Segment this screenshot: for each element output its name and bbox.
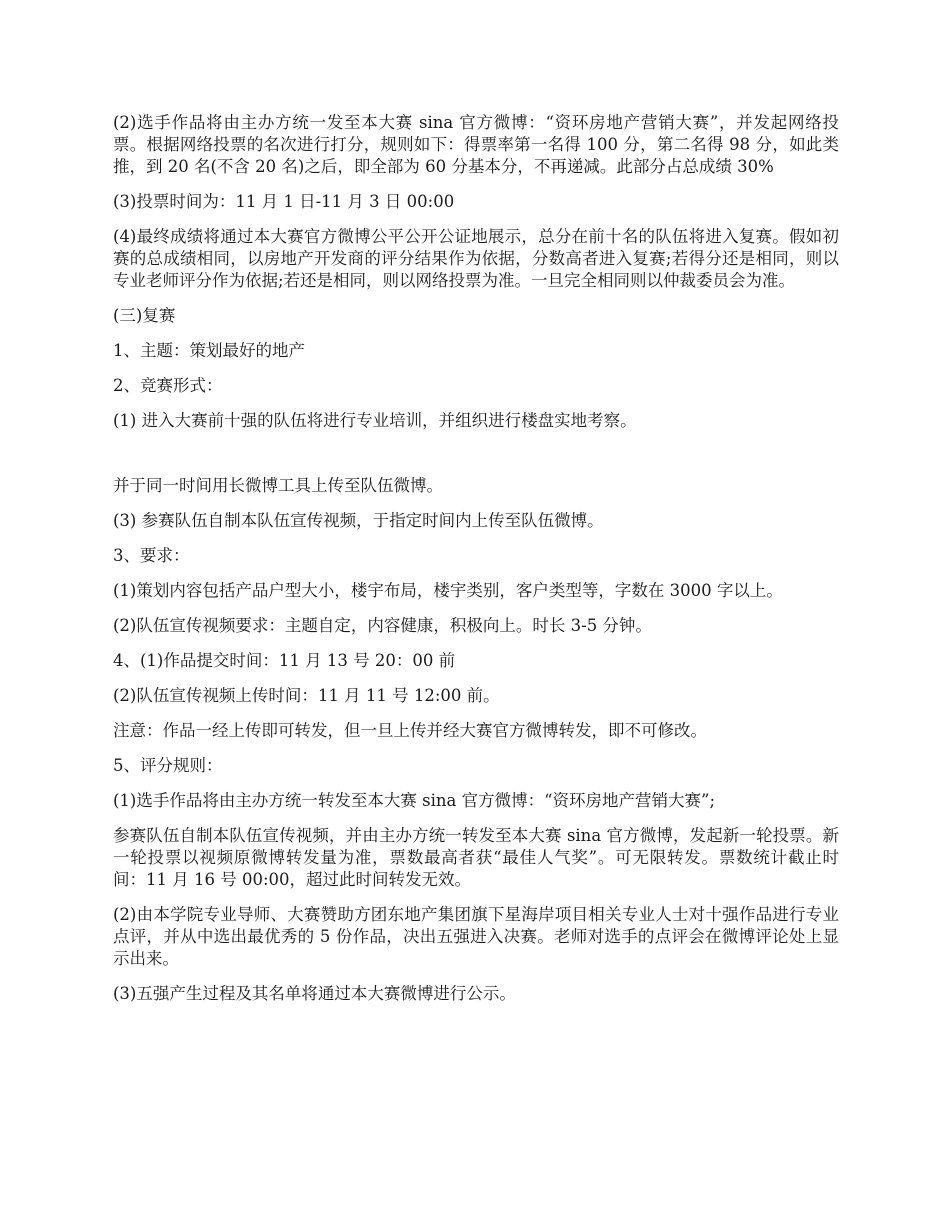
paragraph-notice: 注意：作品一经上传即可转发，但一旦上传并经大赛官方微博转发，即不可修改。	[113, 721, 707, 740]
paragraph-publicity: (3)五强产生过程及其名单将通过本大赛微博进行公示。	[113, 984, 516, 1003]
paragraph-voting-time: (3)投票时间为：11 月 1 日-11 月 3 日 00:00	[113, 192, 455, 211]
paragraph-expert-review: (2)由本学院专业导师、大赛赞助方团东地产集团旗下星海岸项目相关专业人士对十强作品进行专业点评，并从中选出最优秀的 5 份作品，决出五强进入决赛。老师对选手的点评会在微博评论处上显示出来。	[113, 905, 839, 968]
paragraph-video-upload-time: (2)队伍宣传视频上传时间：11 月 11 号 12:00 前。	[113, 686, 500, 705]
paragraph-voting-rules: (2)选手作品将由主办方统一发至本大赛 sina 官方微博：“资环房地产营销大赛”，并发起网络投票。根据网络投票的名次进行打分，规则如下：得票率第一名得 100 分，第二名得 98 分，如此类推，到 20 名(不含 20 名)之后，即全部为 60 分基本分，不再递减。此部分占总成绩 30%	[113, 113, 839, 176]
paragraph-requirements: 3、要求：	[113, 546, 190, 565]
paragraph-team-video: (3) 参赛队伍自制本队伍宣传视频，于指定时间内上传至队伍微博。	[113, 511, 604, 530]
paragraph-popularity-vote: 参赛队伍自制本队伍宣传视频，并由主办方统一转发至本大赛 sina 官方微博，发起新一轮投票。新一轮投票以视频原微博转发量为准，票数最高者获“最佳人气奖”。可无限转发。票数统计截止时间：11 月 16 号 00:00，超过此时间转发无效。	[113, 826, 839, 889]
paragraph-final-score: (4)最终成绩将通过本大赛官方微博公平公开公证地展示，总分在前十名的队伍将进入复赛。假如初赛的总成绩相同，以房地产开发商的评分结果作为依据，分数高者进入复赛;若得分还是相同，则以专业老师评分作为依据;若还是相同，则以网络投票为准。一旦完全相同则以仲裁委员会为准。	[113, 227, 839, 290]
paragraph-video-requirements: (2)队伍宣传视频要求：主题自定，内容健康，积极向上。时长 3-5 分钟。	[113, 616, 652, 635]
paragraph-training: (1) 进入大赛前十强的队伍将进行专业培训，并组织进行楼盘实地考察。	[113, 411, 637, 430]
paragraph-submission-time: 4、(1)作品提交时间：11 月 13 号 20：00 前	[113, 651, 456, 670]
blank-gap	[113, 445, 839, 475]
document-body	[113, 112, 839, 1018]
paragraph-plan-content: (1)策划内容包括产品户型大小，楼宇布局，楼宇类别，客户类型等，字数在 3000 字以上。	[113, 581, 783, 600]
paragraph-competition-format: 2、竞赛形式：	[113, 376, 223, 395]
paragraph-forwarding: (1)选手作品将由主办方统一转发至本大赛 sina 官方微博：“资环房地产营销大赛”;	[113, 791, 716, 810]
section-heading-semifinal: (三)复赛	[113, 306, 176, 325]
paragraph-theme: 1、主题：策划最好的地产	[113, 341, 305, 360]
paragraph-upload-weibo: 并于同一时间用长微博工具上传至队伍微博。	[113, 476, 443, 495]
paragraph-scoring-rules: 5、评分规则：	[113, 756, 223, 775]
